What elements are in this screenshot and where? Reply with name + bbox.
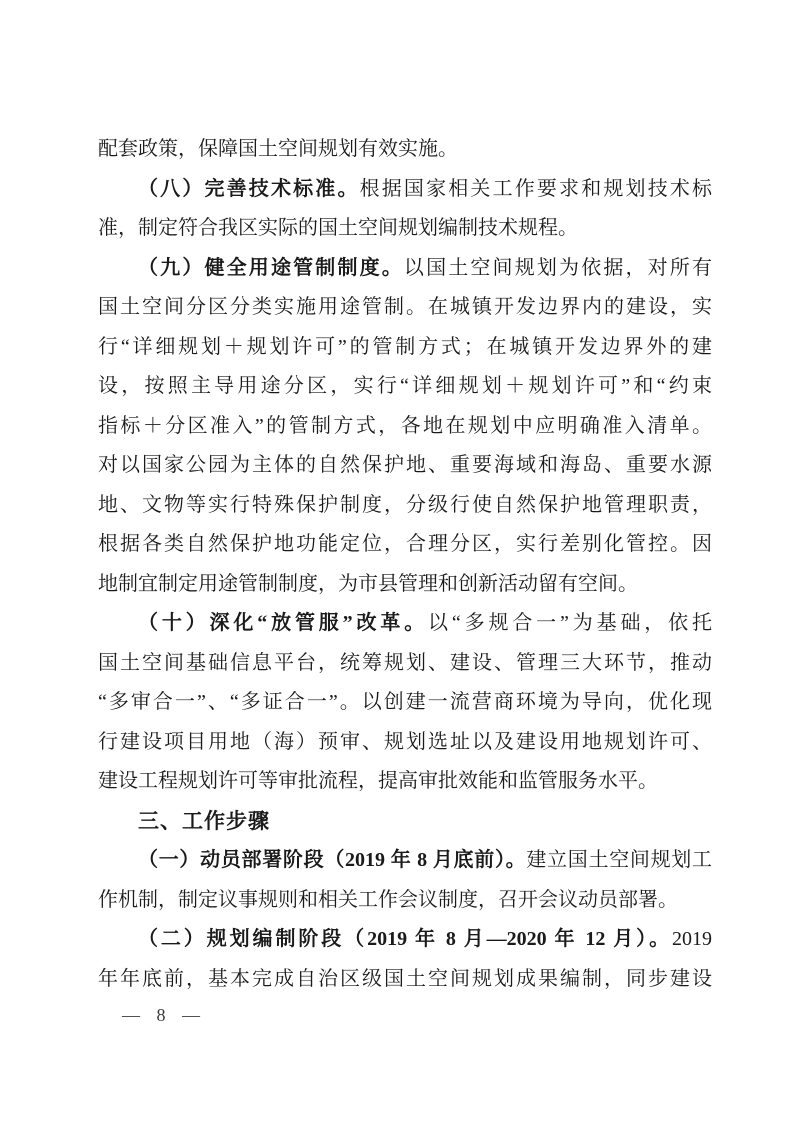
text-line xyxy=(98,683,712,723)
text-line xyxy=(98,288,712,328)
text-line xyxy=(98,367,712,407)
emphasis-text-segment: 三、工作步骤 xyxy=(138,809,270,833)
section-heading xyxy=(98,802,712,842)
text-line xyxy=(98,762,712,802)
body-text-segment: 根据国家相关工作要求和规划技术标 xyxy=(359,177,713,200)
emphasis-text-segment: （二）规划编制阶段（2019 年 8 月—2020 年 12 月）。 xyxy=(138,928,672,950)
text-line xyxy=(98,960,712,1000)
text-line xyxy=(98,486,712,526)
text-line xyxy=(98,920,712,960)
body-text-segment: 国土空间分区分类实施用途管制。在城镇开发边界内的建设，实 xyxy=(98,296,712,318)
text-line xyxy=(98,525,712,565)
text-line xyxy=(98,446,712,486)
emphasis-text-segment: （八）完善技术标准。 xyxy=(138,177,360,200)
body-text-segment: 作机制，制定议事规则和相关工作会议制度，召开会议动员部署。 xyxy=(98,888,678,911)
body-text-segment: 国土空间基础信息平台，统筹规划、建设、管理三大环节，推动 xyxy=(98,651,712,674)
text-line xyxy=(98,881,712,921)
body-text-segment: 行“详细规划＋规划许可”的管制方式；在城镇开发边界外的建 xyxy=(98,335,712,358)
text-line xyxy=(98,407,712,447)
page-number: — 8 — xyxy=(122,1005,201,1025)
emphasis-text-segment: （一）动员部署阶段（2019 年 8 月底前）。 xyxy=(138,849,527,871)
body-text-segment: 准，制定符合我区实际的国土空间规划编制技术规程。 xyxy=(98,217,578,239)
text-line xyxy=(98,841,712,881)
body-text-segment: 行建设项目用地（海）预审、规划选址以及建设用地规划许可、 xyxy=(98,730,712,753)
emphasis-text-segment: （九）健全用途管制制度。 xyxy=(138,256,404,279)
body-text-segment: 根据各类自然保护地功能定位，合理分区，实行差别化管控。因 xyxy=(98,533,712,555)
body-text-segment: 设，按照主导用途分区，实行“详细规划＋规划许可”和“约束 xyxy=(98,375,712,397)
text-line xyxy=(98,209,712,249)
body-text-segment: 指标＋分区准入”的管制方式，各地在规划中应明确准入清单。 xyxy=(98,414,712,437)
text-line xyxy=(98,170,712,210)
document-body xyxy=(98,130,712,999)
body-text-segment: 地、文物等实行特殊保护制度，分级行使自然保护地管理职责， xyxy=(98,493,712,516)
body-text-segment: 2019 xyxy=(672,928,712,950)
text-line xyxy=(98,565,712,605)
body-text-segment: 建立国土空间规划工 xyxy=(526,849,713,871)
text-line xyxy=(98,249,712,289)
text-line xyxy=(98,328,712,368)
text-line xyxy=(98,130,712,170)
body-text-segment: 对以国家公园为主体的自然保护地、重要海域和海岛、重要水源 xyxy=(98,454,712,476)
body-text-segment: 地制宜制定用途管制制度，为市县管理和创新活动留有空间。 xyxy=(98,572,638,595)
text-line xyxy=(98,644,712,684)
text-line xyxy=(98,604,712,644)
body-text-segment: 以国土空间规划为依据，对所有 xyxy=(403,256,713,279)
body-text-segment: 建设工程规划许可等审批流程，提高审批效能和监管服务水平。 xyxy=(98,770,658,792)
body-text-segment: 年年底前，基本完成自治区级国土空间规划成果编制，同步建设 xyxy=(98,967,712,990)
body-text-segment: 以“多规合一”为基础，依托 xyxy=(428,612,712,634)
text-line xyxy=(98,723,712,763)
emphasis-text-segment: （十）深化“放管服”改革。 xyxy=(138,612,429,634)
body-text-segment: 配套政策，保障国土空间规划有效实施。 xyxy=(98,138,458,160)
body-text-segment: “多审合一”、“多证合一”。以创建一流营商环境为导向，优化现 xyxy=(98,691,712,713)
